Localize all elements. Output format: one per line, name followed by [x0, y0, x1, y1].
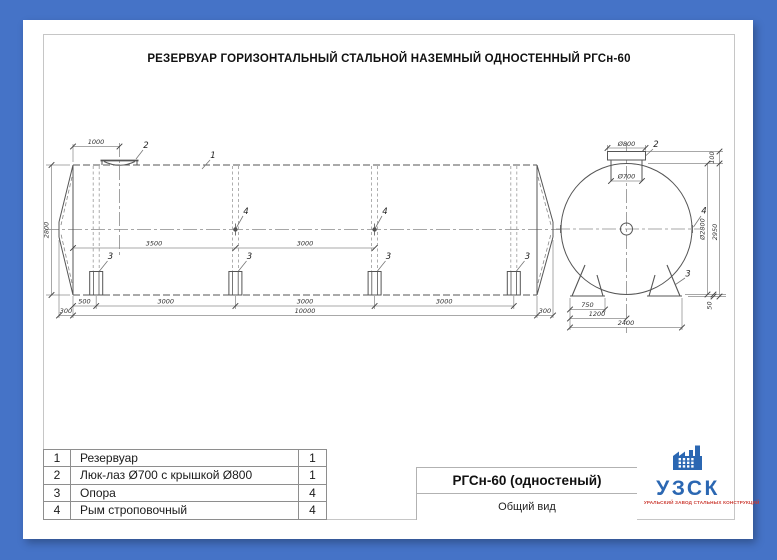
part-row-num: 3: [44, 485, 71, 502]
dim-label-support-offset: 500: [78, 297, 91, 306]
dim-label-length: 10000: [294, 307, 316, 315]
dim-label-plate: 50: [705, 301, 714, 310]
callout-rym-side-2: 4: [382, 207, 388, 217]
callout-rym-end: 4: [701, 206, 707, 217]
part-row-name: Опора: [71, 485, 299, 502]
callout-tank: 1: [210, 151, 216, 161]
callout-rym-side-1: 4: [243, 207, 249, 217]
dim-label-lid: Ø800: [617, 140, 636, 148]
dim-label-support-spacing-3: 3000: [435, 297, 453, 306]
dim-label-cone-right: 300: [538, 307, 552, 315]
side-view-dashed-body: [73, 165, 537, 295]
centerlines: [42, 143, 700, 333]
dim-label-cone-left: 300: [59, 307, 73, 315]
factory-icon: [671, 444, 705, 474]
dim-label-height: 2800: [42, 221, 51, 239]
part-row-num: 2: [44, 467, 71, 484]
dim-label-support-spacing-2: 3000: [296, 297, 314, 306]
part-row-num: 1: [44, 450, 71, 467]
part-row-num: 4: [44, 502, 71, 519]
dim-label-rym1: 3500: [145, 239, 163, 248]
sheet-title: РЕЗЕРВУАР ГОРИЗОНТАЛЬНЫЙ СТАЛЬНОЙ НАЗЕМНЫЙ ОДНОСТЕННЫЙ РГСн-60: [147, 53, 631, 65]
dim-label-rym2: 3000: [296, 239, 314, 248]
logo-abbr: УЗСК: [656, 477, 720, 500]
parts-table: [43, 449, 327, 520]
part-row-name: Рым строповочный: [71, 502, 299, 519]
side-view-outline: [59, 161, 553, 296]
callout-manhole-side: 2: [143, 141, 149, 151]
dim-label-neck: Ø700: [617, 172, 636, 181]
dim-label-base: 2400: [617, 319, 635, 327]
cone-fold-lines: [61, 177, 551, 283]
dim-label-lid-height: 100: [708, 151, 716, 164]
model-name: РГСн-60 (одностеный): [417, 468, 637, 494]
part-row-name: Люк-лаз Ø700 с крышкой Ø800: [71, 467, 299, 484]
part-row-qty: 4: [309, 503, 316, 518]
callout-manhole-end: 2: [653, 140, 659, 150]
dim-label-diameter: Ø2800: [698, 218, 707, 240]
part-row-qty: 4: [299, 485, 326, 502]
company-logo: [640, 444, 760, 506]
callout-support-3: 3: [385, 252, 392, 262]
supports-side-view: [90, 272, 521, 296]
dim-label-half-base: 1200: [588, 310, 606, 318]
support-hidden-lines: [93, 166, 517, 294]
callout-support-2: 3: [246, 252, 253, 262]
dim-label-total-height: 2950: [711, 223, 719, 241]
part-row-qty: 1: [299, 467, 326, 484]
dim-label-support-spacing-1: 3000: [157, 297, 175, 306]
callout-support-1: 3: [107, 252, 114, 262]
dim-label-leg: 750: [581, 301, 594, 309]
part-row-name: Резервуар: [71, 450, 299, 467]
title-block: [416, 467, 637, 520]
view-name: Общий вид: [498, 501, 556, 513]
logo-full-name: УРАЛЬСКИЙ ЗАВОД СТАЛЬНЫХ КОНСТРУКЦИЙ: [643, 500, 760, 506]
callout-support-end: 3: [685, 269, 691, 280]
part-row-qty: 1: [299, 450, 326, 467]
callout-support-4: 3: [524, 252, 531, 262]
dim-label-manhole-offset: 1000: [87, 138, 105, 146]
